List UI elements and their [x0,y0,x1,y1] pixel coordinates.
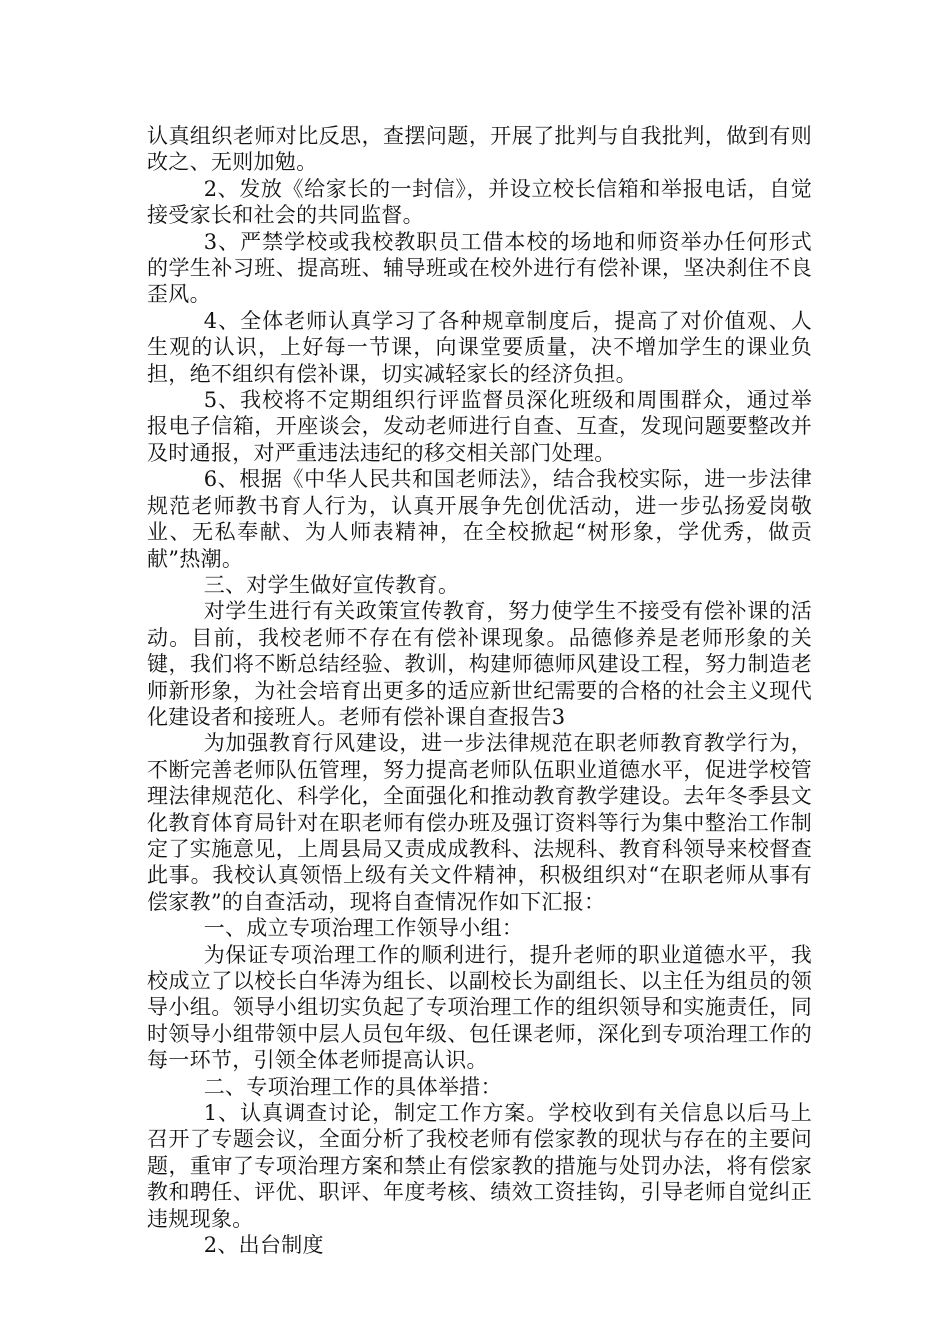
paragraph: 6、根据《中华人民共和国老师法》，结合我校实际，进一步法律规范老师教书育人行为，认真开展争先创优活动，进一步弘扬爱岗敬业、无私奉献、为人师表精神，在全校掀起“树形象，学优秀，做贡献”热潮。 [147,467,812,571]
section-heading: 二、专项治理工作的具体举措： [203,1074,502,1099]
paragraph: 4、全体老师认真学习了各种规章制度后，提高了对价值观、人生观的认识，上好每一节课，向课堂要质量，决不增加学生的课业负担，绝不组织有偿补课，切实减轻家长的经济负担。 [147,308,812,386]
section-heading: 一、成立专项治理工作领导小组： [203,916,524,941]
paragraph: 1、认真调查讨论，制定工作方案。学校收到有关信息以后马上召开了专题会议，全面分析了我校老师有偿家教的现状与存在的主要问题，重审了专项治理方案和禁止有偿家教的措施与处罚办法，将有偿家教和聘任、评优、职评、年度考核、绩效工资挂钩，引导老师自觉纠正违规现象。 [147,1101,812,1231]
paragraph: 对学生进行有关政策宣传教育，努力使学生不接受有偿补课的活动。目前，我校老师不存在有偿补课现象。品德修养是老师形象的关键，我们将不断总结经验、教训，构建师德师风建设工程，努力制造老师新形象，为社会培育出更多的适应新世纪需要的合格的社会主义现代化建设者和接班人。老师有偿补课自查报告3 [147,599,812,729]
section-heading: 三、对学生做好宣传教育。 [203,572,460,597]
paragraph: 3、严禁学校或我校教职员工借本校的场地和师资举办任何形式的学生补习班、提高班、辅导班或在校外进行有偿补课，坚决刹住不良歪风。 [147,229,812,307]
paragraph: 为保证专项治理工作的顺利进行，提升老师的职业道德水平，我校成立了以校长白华涛为组长、以副校长为副组长、以主任为组员的领导小组。领导小组切实负起了专项治理工作的组织领导和实施责任，同时领导小组带领中层人员包年级、包任课老师，深化到专项治理工作的每一环节，引领全体老师提高认识。 [147,942,812,1073]
paragraph: 认真组织老师对比反思，查摆问题，开展了批判与自我批判，做到有则改之、无则加勉。 [147,124,812,175]
paragraph: 2、发放《给家长的一封信》，并设立校长信箱和举报电话，自觉接受家长和社会的共同监督。 [147,176,812,228]
document-body [147,123,812,1258]
paragraph: 2、出台制度 [203,1233,324,1258]
paragraph: 5、我校将不定期组织行评监督员深化班级和周围群众，通过举报电子信箱，开座谈会，发动老师进行自查、互查，发现问题要整改并及时通报，对严重违法违纪的移交相关部门处理。 [147,388,812,465]
paragraph: 为加强教育行风建设，进一步法律规范在职老师教育教学行为，不断完善老师队伍管理，努力提高老师队伍职业道德水平，促进学校管理法律规范化、科学化，全面强化和推动教育教学建设。去年冬季县文化教育体育局针对在职老师有偿办班及强订资料等行为集中整治工作制定了实施意见，上周县局又责成成教科、法规科、教育科领导来校督查此事。我校认真领悟上级有关文件精神，积极组织对“在职老师从事有偿家教”的自查活动，现将自查情况作如下汇报： [147,731,812,914]
